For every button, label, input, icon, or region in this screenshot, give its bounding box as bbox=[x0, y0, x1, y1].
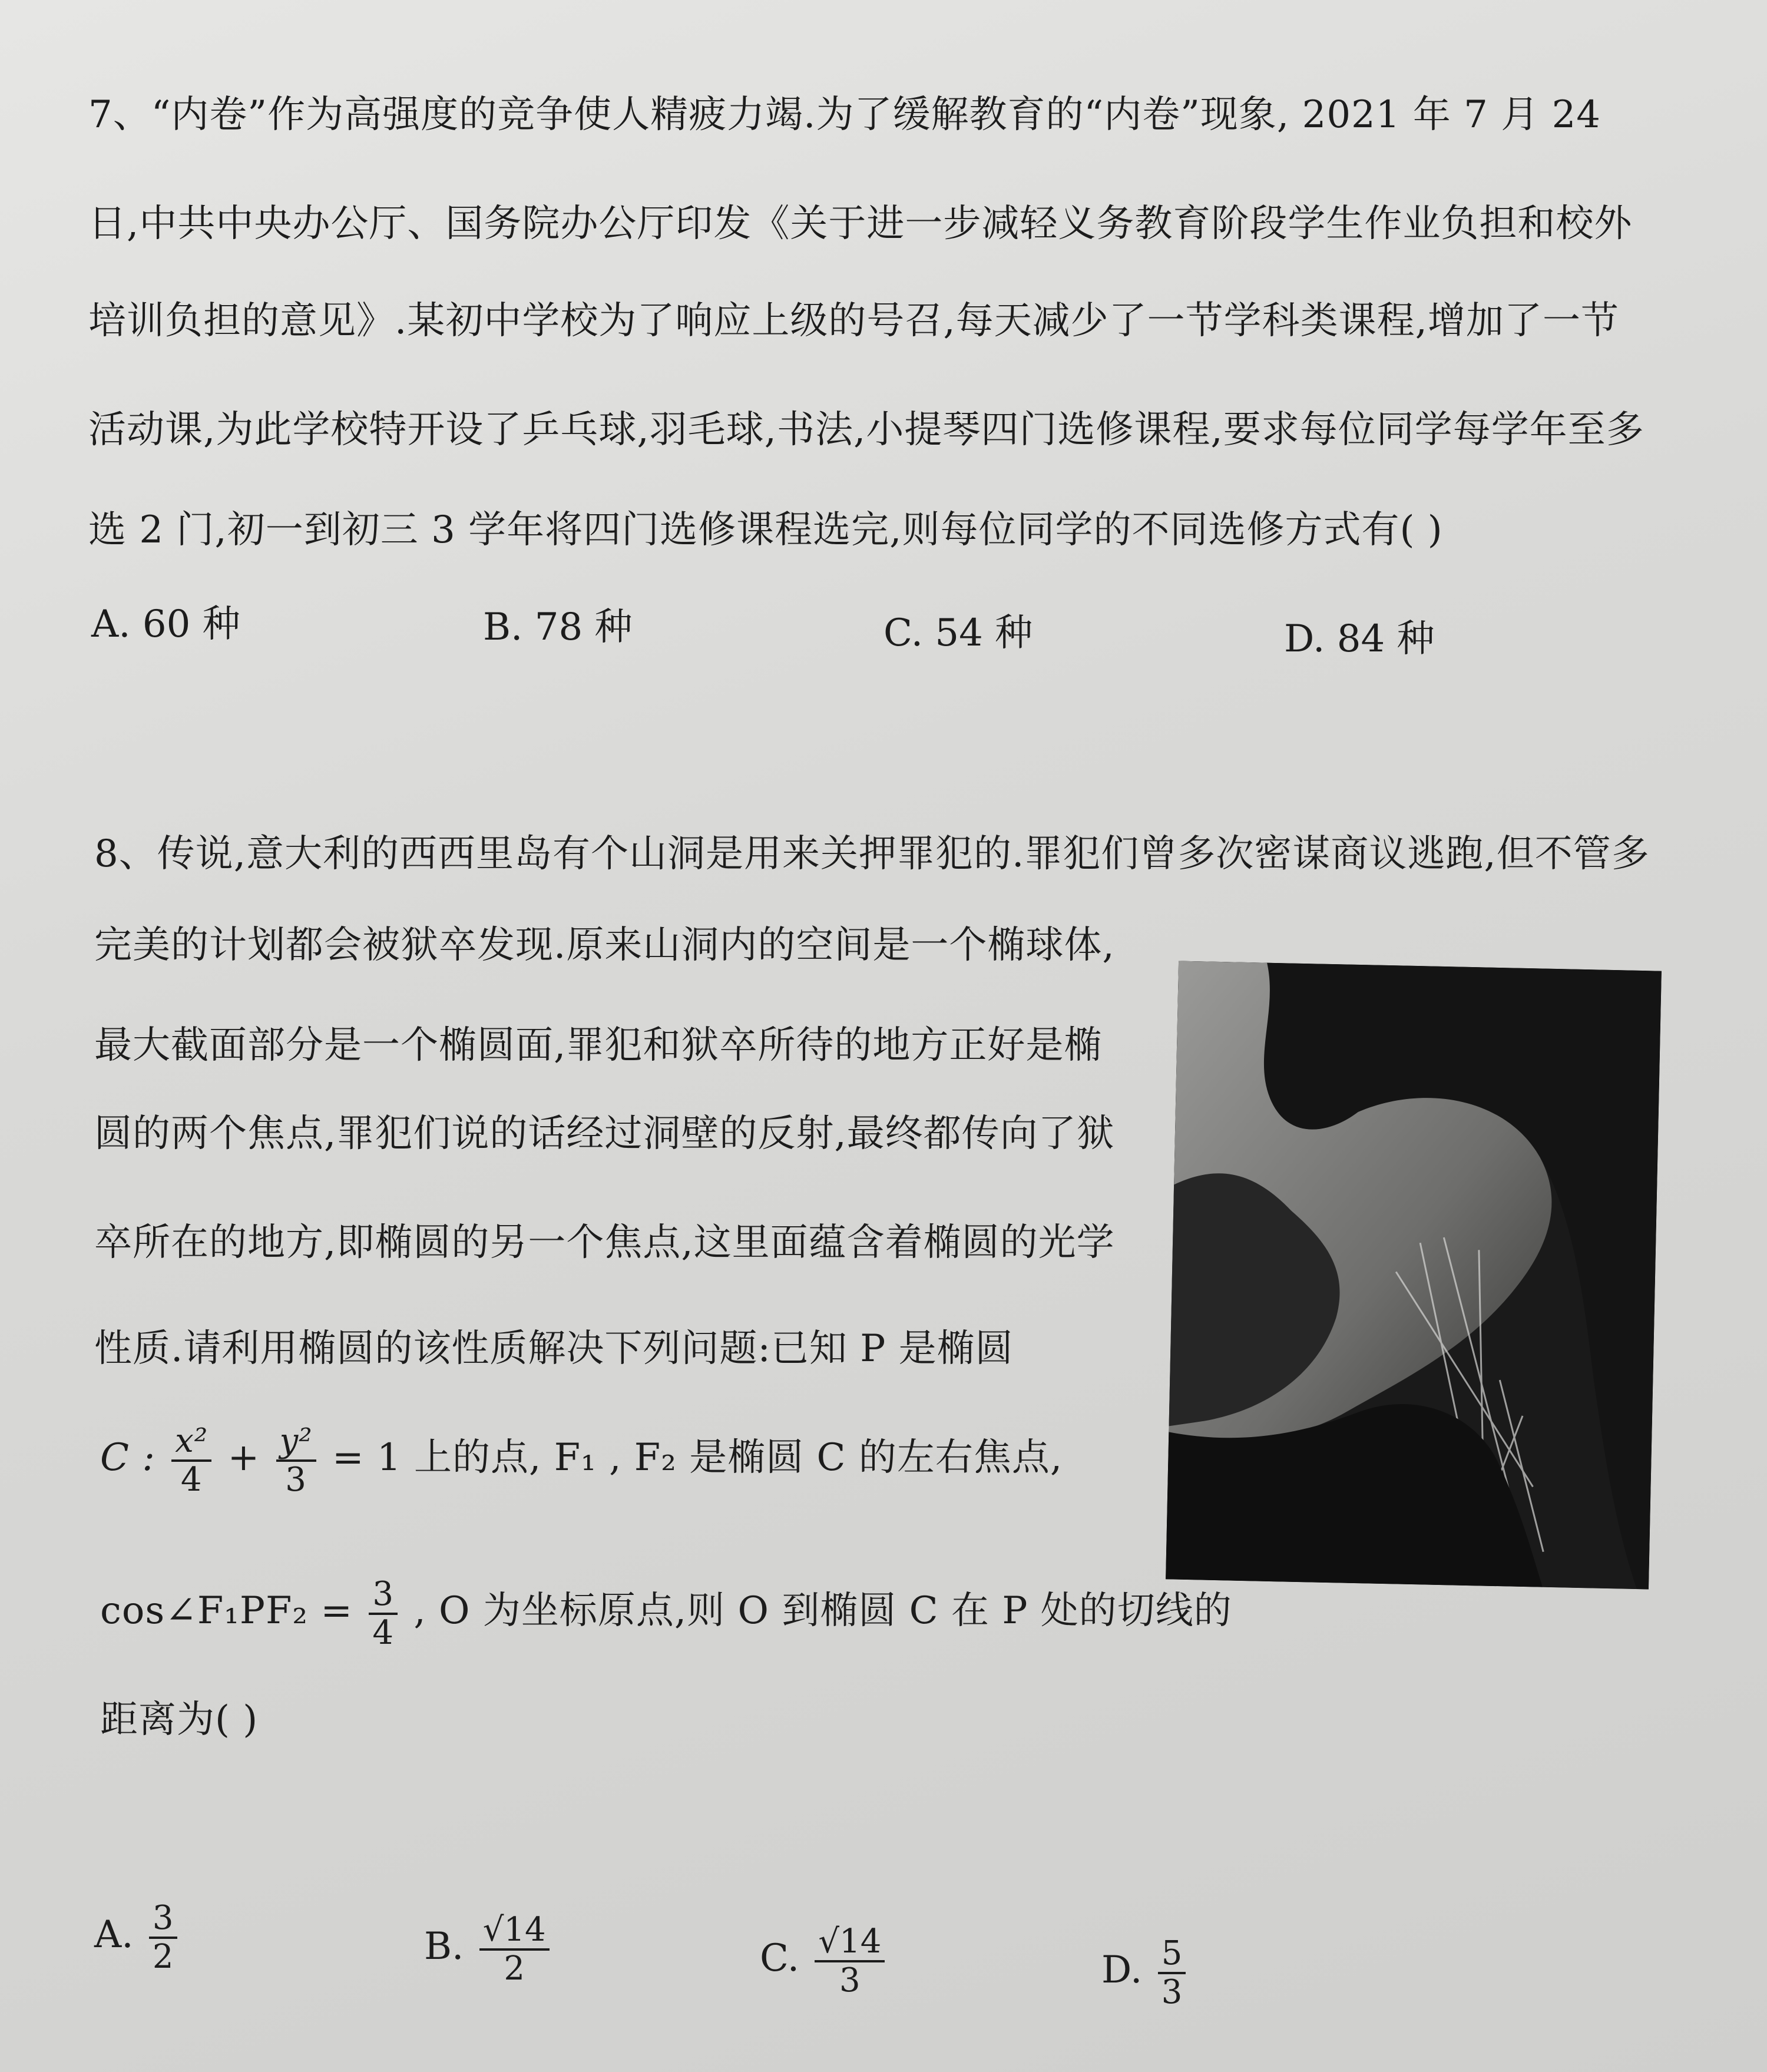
q8-eq1-frac-y-den: 3 bbox=[285, 1460, 307, 1499]
q8-eq1-frac-y bbox=[276, 1423, 316, 1498]
q8-option-a-frac bbox=[149, 1900, 177, 1975]
q8-option-c-num: √14 bbox=[815, 1924, 885, 1962]
q8-eq1-frac-x-num: x² bbox=[171, 1423, 211, 1462]
q8-cos-equation bbox=[100, 1567, 1232, 1655]
q8-option-d-frac bbox=[1158, 1935, 1186, 2011]
q7-line-4: 活动课,为此学校特开设了乒乓球,羽毛球,书法,小提琴四门选修课程,要求每位同学每学年至多 bbox=[88, 408, 1644, 452]
q8-line-3: 最大截面部分是一个椭圆面,罪犯和狱卒所待的地方正好是椭 bbox=[94, 1024, 1103, 1067]
q7-option-a: A. 60 种 bbox=[91, 603, 240, 646]
q8-option-a-den: 2 bbox=[152, 1937, 174, 1976]
q8-option-b-label: B. bbox=[424, 1925, 464, 1968]
q7-line-5: 选 2 门,初一到初三 3 学年将四门选修课程选完,则每位同学的不同选修方式有( ) bbox=[88, 508, 1443, 552]
q8-eq1-frac-x-den: 4 bbox=[180, 1460, 203, 1499]
q7-option-b: B. 78 种 bbox=[483, 605, 633, 649]
q8-ellipse-equation bbox=[100, 1414, 1063, 1502]
q8-option-d-den: 3 bbox=[1161, 1972, 1183, 2011]
q8-option-c-frac bbox=[815, 1924, 885, 1999]
q8-eq2-frac-den: 4 bbox=[372, 1613, 394, 1652]
q8-option-b bbox=[424, 1902, 553, 1991]
q8-option-b-num: √14 bbox=[479, 1912, 550, 1951]
q7-option-d: D. 84 种 bbox=[1284, 617, 1435, 661]
q8-last-line: 距离为( ) bbox=[100, 1698, 259, 1742]
q7-line-1: 7、“内卷”作为高强度的竞争使人精疲力竭.为了缓解教育的“内卷”现象, 2021 年 7 月 24 bbox=[88, 93, 1601, 137]
q8-eq1-suffix: = 1 上的点, F₁ , F₂ 是椭圆 C 的左右焦点, bbox=[332, 1436, 1063, 1479]
q8-eq2-frac-num: 3 bbox=[369, 1576, 398, 1615]
q8-eq1-prefix: C : bbox=[100, 1436, 155, 1479]
q8-option-b-den: 2 bbox=[504, 1949, 525, 1988]
q8-option-b-frac bbox=[479, 1912, 550, 1987]
q8-line-6: 性质.请利用椭圆的该性质解决下列问题:已知 P 是椭圆 bbox=[94, 1327, 1014, 1371]
cave-photo-graphic bbox=[1166, 961, 1662, 1590]
q8-eq2-prefix: cos∠F₁PF₂ = bbox=[100, 1589, 353, 1633]
q8-option-c bbox=[760, 1914, 888, 2003]
q8-option-c-den: 3 bbox=[839, 1961, 861, 2000]
q8-eq1-plus: + bbox=[227, 1436, 260, 1479]
q8-option-a-label: A. bbox=[94, 1913, 134, 1957]
q8-line-1: 8、传说,意大利的西西里岛有个山洞是用来关押罪犯的.罪犯们曾多次密谋商议逃跑,但不管多 bbox=[94, 832, 1650, 876]
q8-eq1-frac-x bbox=[171, 1423, 211, 1498]
q8-line-2: 完美的计划都会被狱卒发现.原来山洞内的空间是一个椭球体, bbox=[94, 924, 1115, 967]
q7-line-2: 日,中共中央办公厅、国务院办公厅印发《关于进一步减轻义务教育阶段学生作业负担和校外 bbox=[88, 202, 1633, 246]
q8-option-c-label: C. bbox=[760, 1937, 800, 1980]
q8-eq2-frac bbox=[369, 1576, 398, 1651]
cave-photo bbox=[1166, 961, 1662, 1590]
q8-option-d bbox=[1101, 1926, 1189, 2014]
q8-option-d-num: 5 bbox=[1158, 1935, 1186, 1974]
q8-eq1-frac-y-num: y² bbox=[276, 1423, 316, 1462]
q7-option-c: C. 54 种 bbox=[884, 611, 1033, 655]
q8-option-a-num: 3 bbox=[149, 1900, 177, 1939]
q8-option-a bbox=[94, 1891, 181, 1979]
q8-line-4: 圆的两个焦点,罪犯们说的话经过洞壁的反射,最终都传向了狱 bbox=[94, 1112, 1115, 1156]
q8-option-d-label: D. bbox=[1101, 1948, 1143, 1992]
q8-line-5: 卒所在的地方,即椭圆的另一个焦点,这里面蕴含着椭圆的光学 bbox=[94, 1221, 1115, 1265]
q7-line-3: 培训负担的意见》.某初中学校为了响应上级的号召,每天减少了一节学科类课程,增加了一节 bbox=[88, 299, 1620, 343]
q8-eq2-suffix: , O 为坐标原点,则 O 到椭圆 C 在 P 处的切线的 bbox=[413, 1589, 1232, 1633]
